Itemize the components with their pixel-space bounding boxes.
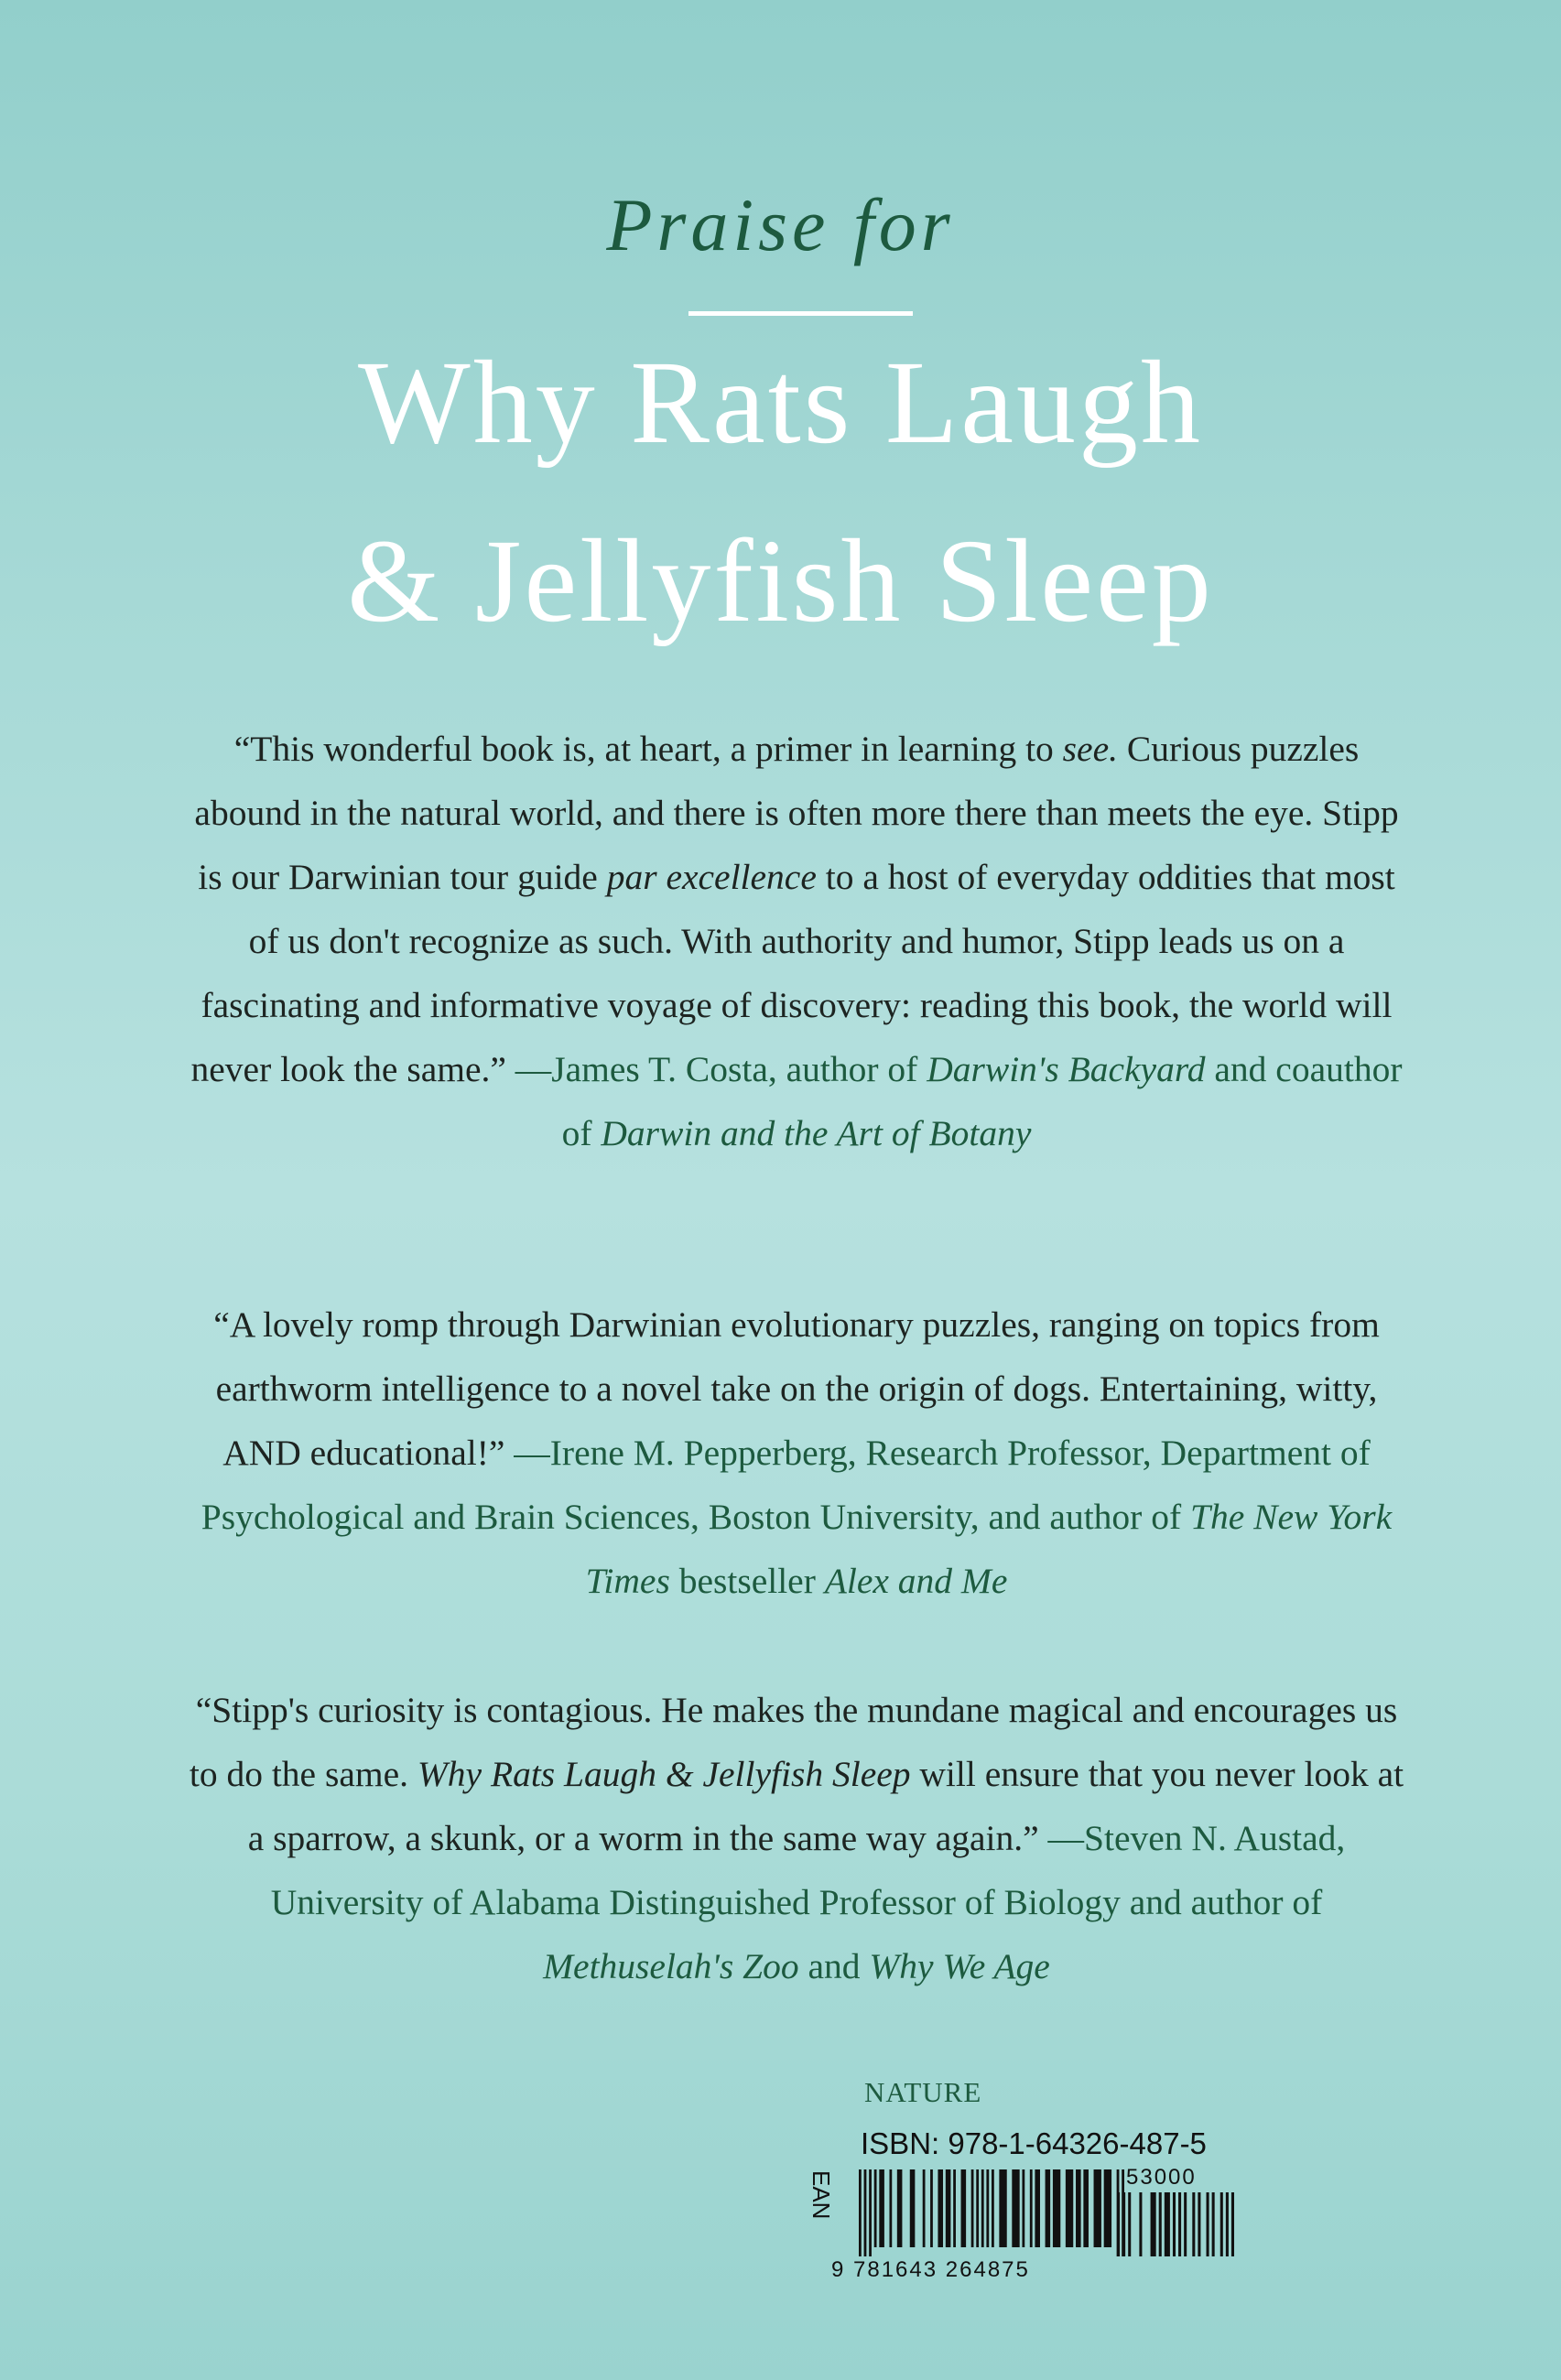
barcode-bar [879, 2169, 884, 2247]
book-title-line-1: Why Rats Laugh [358, 337, 1203, 469]
barcode-bar [986, 2169, 989, 2247]
quote-attribution: and [798, 1946, 870, 1986]
ean-label: EAN [808, 2170, 835, 2220]
quote-emphasis: par excellence [606, 857, 817, 897]
barcode-bar [1053, 2169, 1060, 2247]
barcode-bar [864, 2169, 867, 2256]
barcode-bar [859, 2169, 862, 2256]
barcode-bar [1151, 2192, 1156, 2256]
barcode-bar [1159, 2192, 1162, 2256]
barcode-bar [1012, 2169, 1019, 2247]
barcode-bar [1207, 2192, 1209, 2256]
quote-attribution-title: Methuselah's Zoo [543, 1946, 799, 1986]
quote-text: “This wonderful book is, at heart, a primer in learning to [233, 729, 1063, 769]
barcode-bar [1117, 2192, 1120, 2256]
barcode-bar [910, 2169, 916, 2247]
quote-attribution-title: Darwin and the Art of Botany [601, 1113, 1032, 1153]
barcode-bar [1035, 2169, 1040, 2247]
barcode-bar [1094, 2169, 1101, 2247]
barcode-bar [953, 2169, 956, 2247]
barcode-bar [889, 2169, 892, 2247]
barcode-bar [1212, 2192, 1215, 2256]
barcode-bar [1083, 2169, 1089, 2247]
barcode-bar [897, 2169, 903, 2247]
barcode-bar [1226, 2192, 1229, 2256]
barcode-addon-digits: 53000 [1126, 2165, 1197, 2190]
barcode-bar [1231, 2192, 1234, 2256]
barcode-bar [1022, 2169, 1024, 2247]
barcode-ean-digits: 9 781643 264875 [831, 2257, 1030, 2282]
barcode-bar [923, 2169, 926, 2247]
barcode-bar [946, 2169, 951, 2247]
barcode-bar [971, 2169, 974, 2247]
isbn-barcode [808, 2126, 1247, 2282]
barcode-main-bars [859, 2169, 1124, 2256]
quote-attribution-title: Why We Age [869, 1946, 1050, 1986]
quote-text: will ensure that you never look at a sparrow, a skunk, or a worm in the same way again.” [247, 1754, 1404, 1858]
barcode-bar [1139, 2192, 1142, 2256]
quote-attribution-title: Darwin's Backyard [927, 1049, 1206, 1089]
barcode-bar [874, 2169, 877, 2247]
barcode-bar [1046, 2169, 1051, 2247]
barcode-bar [1173, 2192, 1176, 2256]
blurb-quote-1 [183, 717, 1410, 1165]
quote-attribution: bestseller [669, 1561, 825, 1601]
barcode-bar [1066, 2169, 1073, 2247]
quote-attribution: —Steven N. Austad, University of Alabama Distinguished Professor of Biology and author of [270, 1818, 1346, 1922]
praise-for-heading: Praise for [606, 183, 955, 266]
quote-emphasis: Why Rats Laugh & Jellyfish Sleep [417, 1754, 911, 1794]
barcode-bar [1198, 2192, 1200, 2256]
barcode-bar [999, 2169, 1006, 2247]
barcode-bar [1104, 2169, 1111, 2247]
quote-text: Curious puzzles abound in the natural world, and there is often more there than meets the eye. Stipp is our Darwinian tour guide [194, 729, 1399, 897]
barcode-bar [1184, 2192, 1187, 2256]
quote-attribution-title: The New York Times [585, 1497, 1393, 1601]
barcode-bar [1128, 2192, 1131, 2256]
barcode-bar [1076, 2169, 1081, 2247]
barcode-bar [1220, 2192, 1223, 2256]
quote-attribution: —James T. Costa, author of [505, 1049, 927, 1089]
isbn-text: ISBN: 978-1-64326-487-5 [861, 2126, 1207, 2160]
barcode-bar [1165, 2192, 1170, 2256]
barcode-bar [1122, 2192, 1125, 2256]
barcode-bar [869, 2169, 872, 2256]
barcode-bar [976, 2169, 979, 2247]
quote-emphasis: see. [1062, 729, 1118, 769]
barcode-bar [930, 2169, 933, 2247]
barcode-bar [1192, 2192, 1195, 2256]
barcode-addon-bars [1117, 2192, 1234, 2256]
title-divider [688, 311, 913, 316]
quote-attribution: —Irene M. Pepperberg, Research Professor, Department of Psychological and Brain Sciences, Boston University, and author of [201, 1433, 1371, 1537]
category-label: NATURE [864, 2076, 982, 2108]
blurb-quote-3 [183, 1678, 1410, 1998]
barcode-bar [1178, 2192, 1181, 2256]
barcode-bar [981, 2169, 984, 2247]
quote-text: to a host of everyday oddities that most of us don't recognize as such. With authority and humor, Stipp leads us on a fascinating and informative voyage of discovery: reading this book, the world will never look the same.” [190, 857, 1395, 1089]
quote-attribution: and coauthor of [561, 1049, 1403, 1153]
book-title-line-2: & Jellyfish Sleep [347, 515, 1214, 647]
barcode-bar [938, 2169, 943, 2247]
barcode-bar [961, 2169, 967, 2247]
quote-text: “Stipp's curiosity is contagious. He makes the mundane magical and encourages us to do the same. [189, 1690, 1398, 1794]
barcode-bar [992, 2169, 994, 2247]
blurb-quote-2 [183, 1293, 1410, 1613]
quote-attribution-title: Alex and Me [824, 1561, 1008, 1601]
barcode-bar [1030, 2169, 1033, 2247]
quote-text: “A lovely romp through Darwinian evolutionary puzzles, ranging on topics from earthworm intelligence to a novel take on the origin of dogs. Entertaining, witty, AND educational!” [213, 1304, 1380, 1473]
